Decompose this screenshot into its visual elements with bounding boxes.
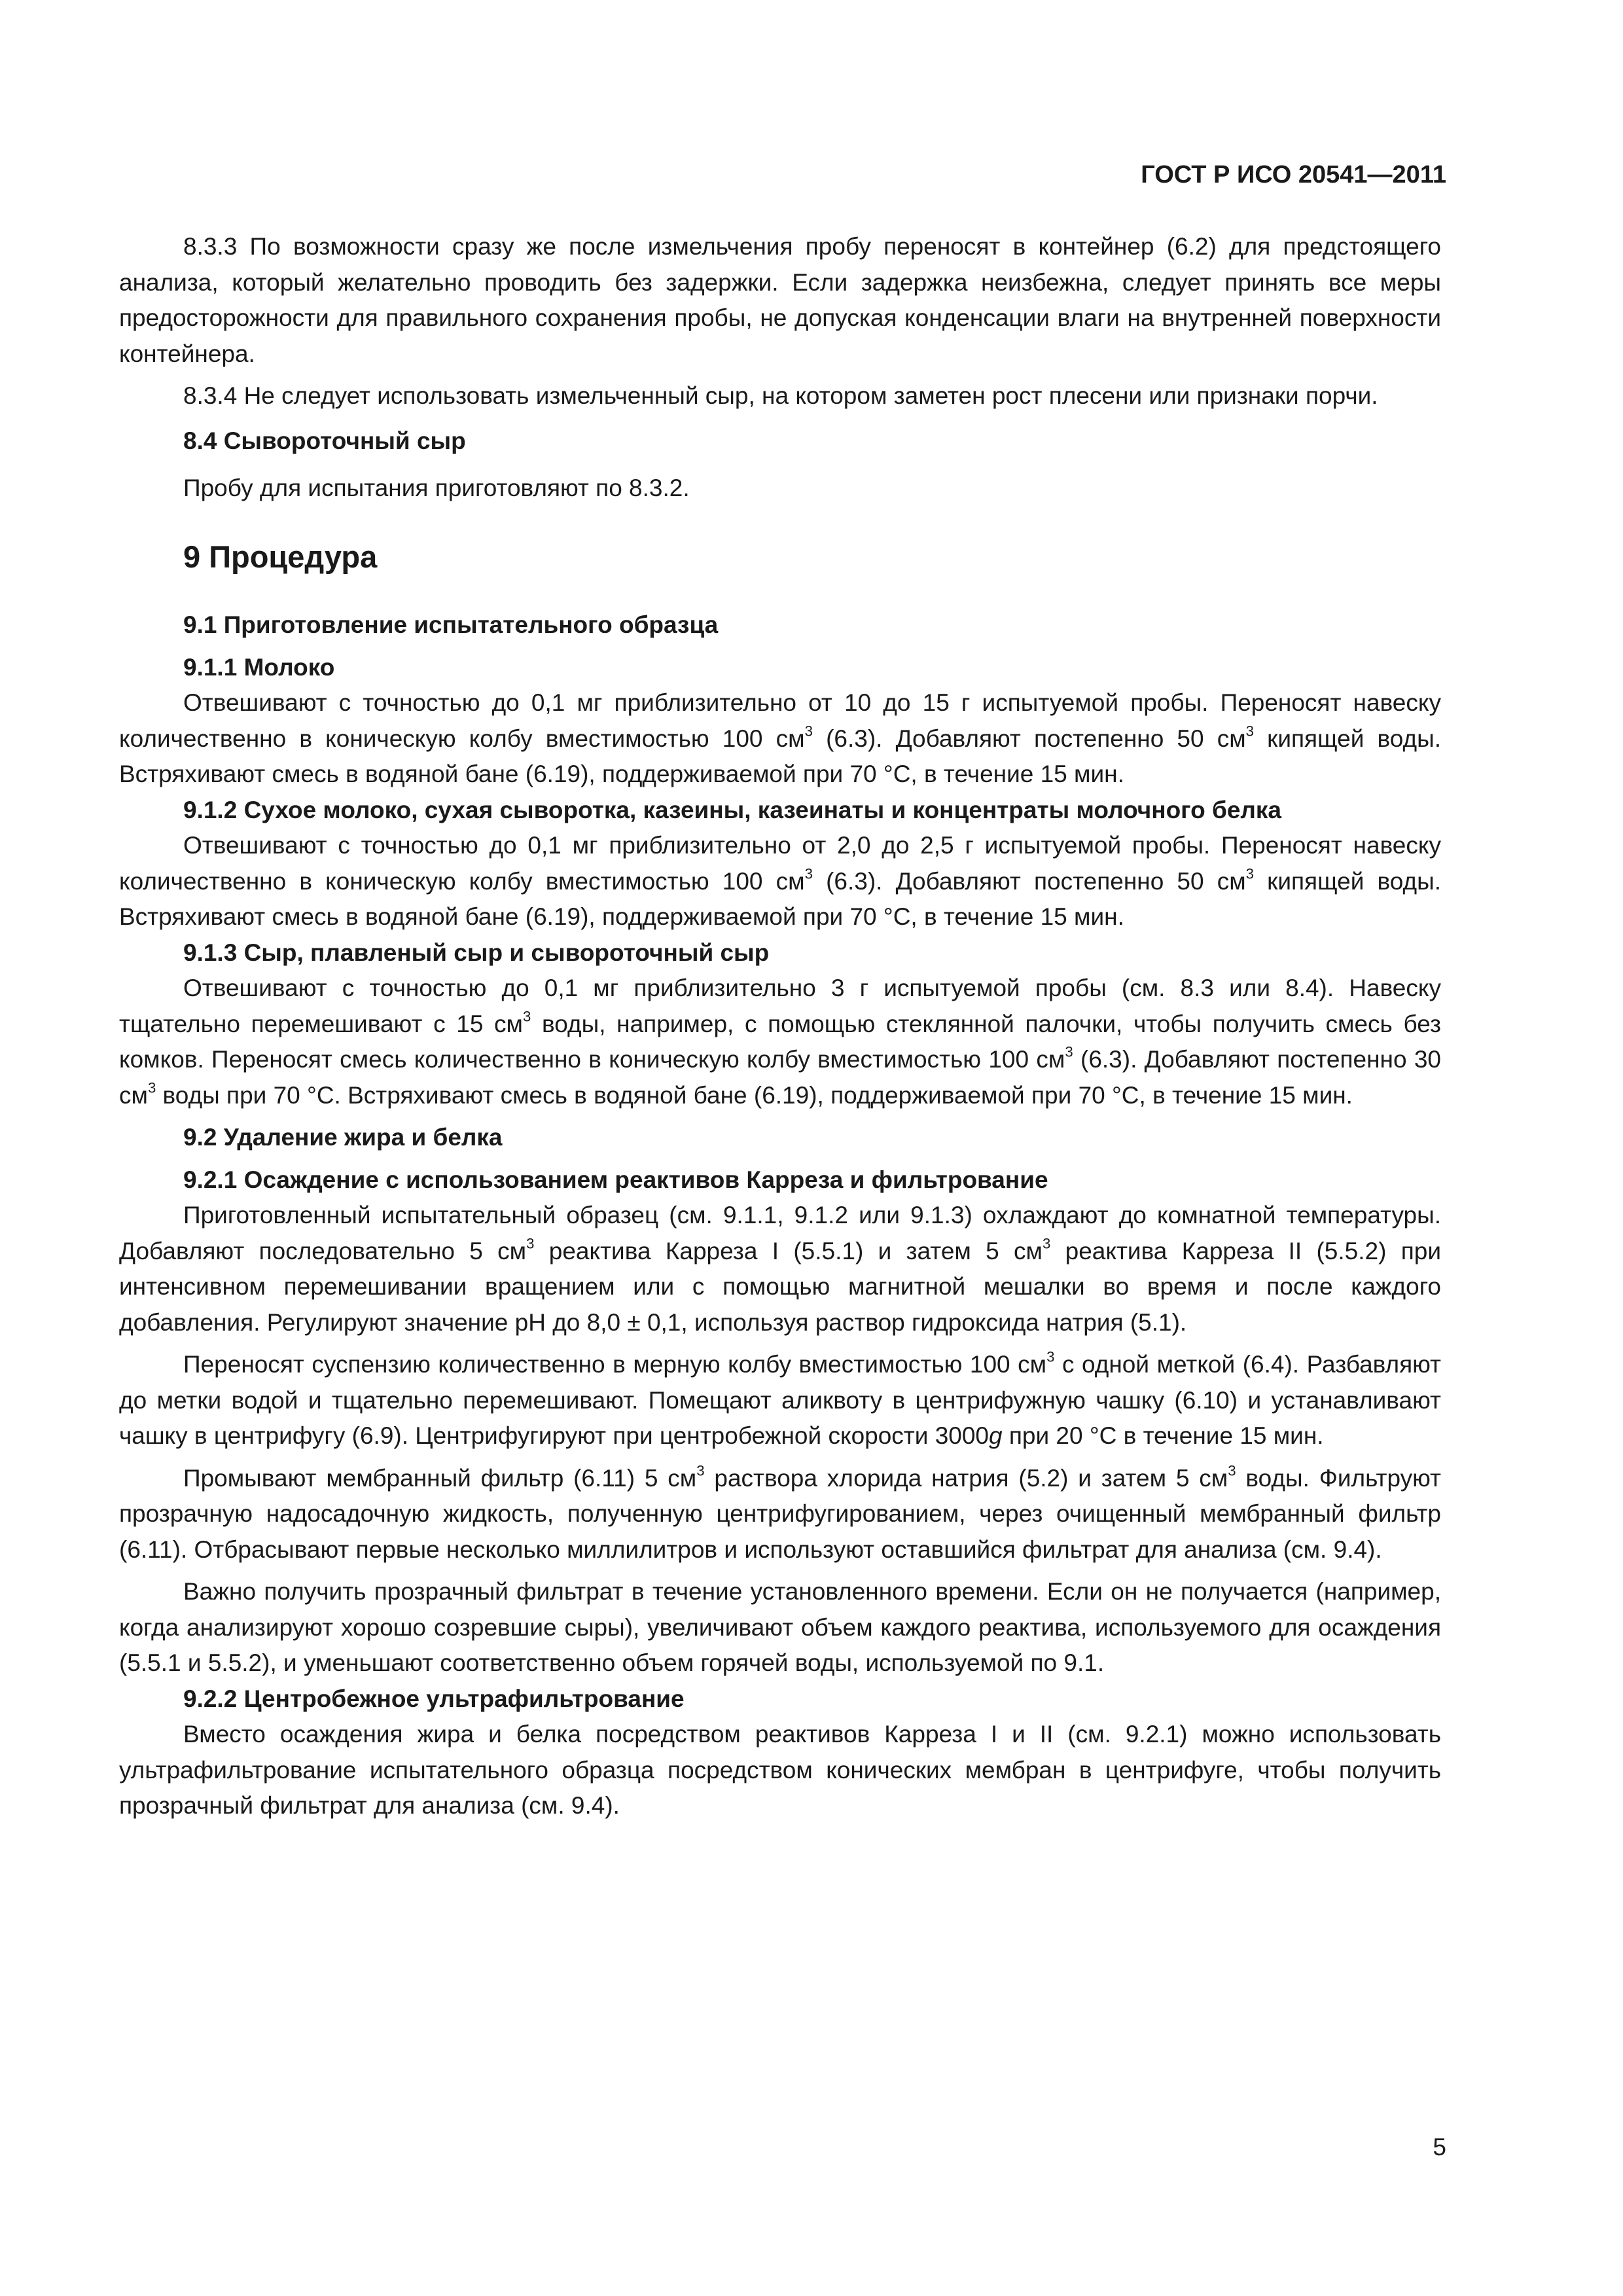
text-segment: воды. Фильтруют прозрачную надосадочную жидкость, полученную центрифугированием, через очищенный мембранный фильтр (6.11). Отбрасывают первые несколько миллилитров и используют оставшийся фильтрат для анализа (см. 9.4).: [119, 1464, 1441, 1563]
text-segment: Приготовленный испытательный образец (см. 9.1.1, 9.1.2 или 9.1.3) охлаждают до комнатной температуры. Добавляют последовательно 5 см: [119, 1202, 1441, 1265]
text-segment: кипящей воды. Встряхивают смесь в водяной бане (6.19), поддерживаемой при 70 °С, в течение 15 мин.: [119, 867, 1441, 930]
page-number: 5: [1433, 2134, 1446, 2161]
paragraph-9-1-3: [119, 971, 1441, 1113]
text-segment: раствора хлорида натрия (5.2) и затем 5 см: [704, 1464, 1228, 1492]
superscript: 3: [1042, 1234, 1051, 1251]
superscript: 3: [526, 1234, 535, 1251]
paragraph-9-1-2: [119, 828, 1441, 935]
text-segment: при 20 °С в течение 15 мин.: [1002, 1422, 1324, 1449]
text-segment: (6.3). Добавляют постепенно 50 см: [812, 867, 1246, 895]
superscript: 3: [804, 722, 813, 739]
document-header: ГОСТ Р ИСО 20541—2011: [1141, 161, 1446, 188]
text-segment: реактива Карреза I (5.5.1) и затем 5 см: [534, 1237, 1043, 1265]
text-segment: Промывают мембранный фильтр (6.11) 5 см: [183, 1464, 697, 1492]
text-segment: (6.3). Добавляют постепенно 30 см: [119, 1046, 1442, 1109]
heading-8-4: 8.4 Сывороточный сыр: [183, 427, 466, 454]
heading-9-2-2: 9.2.2 Центробежное ультрафильтрование: [183, 1685, 685, 1712]
text-segment: Отвешивают с точностью до 0,1 мг приблизительно 3 г испытуемой пробы (см. 8.3 или 8.4). Навеску тщательно перемешивают с 15 см: [119, 975, 1441, 1037]
superscript: 3: [1046, 1348, 1055, 1365]
text-segment: воды, например, с помощью стеклянной палочки, чтобы получить смесь без комков. Переносят смесь количественно в коническую колбу вместимостью 100 см: [119, 1010, 1441, 1073]
superscript: 3: [696, 1462, 705, 1479]
paragraph-9-2-1-b: [119, 1347, 1441, 1454]
italic-unit: g: [989, 1422, 1003, 1449]
superscript: 3: [147, 1079, 156, 1096]
paragraph-9-1-1: [119, 685, 1441, 793]
page-content: [119, 229, 1441, 1824]
superscript: 3: [523, 1007, 531, 1024]
superscript: 3: [1245, 722, 1255, 739]
text-segment: кипящей воды. Встряхивают смесь в водяной бане (6.19), поддерживаемой при 70 °С, в течение 15 мин.: [119, 725, 1441, 787]
paragraph-9-2-1-a: [119, 1198, 1441, 1340]
heading-9: 9 Процедура: [183, 539, 378, 574]
heading-9-2-1: 9.2.1 Осаждение с использованием реактивов Карреза и фильтрование: [183, 1166, 1048, 1193]
superscript: 3: [804, 865, 813, 882]
paragraph-9-2-1-d: Важно получить прозрачный фильтрат в течение установленного времени. Если он не получается (например, когда анализируют хорошо созревшие сыры), увеличивают объем каждого реактива, используемого для осаждения (5.5.1 и 5.5.2), и уменьшают соответственно объем горячей воды, используемой по 9.1.: [119, 1578, 1441, 1676]
text-segment: реактива Карреза II (5.5.2) при интенсивном перемешивании вращением или с помощью магнитной мешалки во время и после каждого добавления. Регулируют значение pH до 8,0 ± 0,1, используя раствор гидроксида натрия (5.1).: [119, 1237, 1441, 1336]
heading-9-1-1: 9.1.1 Молоко: [183, 653, 335, 681]
heading-9-1-2: 9.1.2 Сухое молоко, сухая сыворотка, казеины, казеинаты и концентраты молочного белка: [183, 796, 1282, 823]
heading-9-1: 9.1 Приготовление испытательного образца: [183, 611, 719, 638]
superscript: 3: [1065, 1043, 1073, 1060]
text-segment: Переносят суспензию количественно в мерную колбу вместимостью 100 см: [183, 1351, 1047, 1378]
text-segment: воды при 70 °С. Встряхивают смесь в водяной бане (6.19), поддерживаемой при 70 °С, в течение 15 мин.: [156, 1081, 1353, 1109]
paragraph-8-3-3: 8.3.3 По возможности сразу же после измельчения пробу переносят в контейнер (6.2) для предстоящего анализа, который желательно проводить без задержки. Если задержка неизбежна, следует принять все меры предосторожности для правильного сохранения пробы, не допуская конденсации влаги на внутренней поверхности контейнера.: [119, 233, 1441, 367]
superscript: 3: [1228, 1462, 1236, 1479]
paragraph-9-2-1-c: [119, 1461, 1441, 1568]
heading-9-2: 9.2 Удаление жира и белка: [183, 1124, 503, 1151]
superscript: 3: [1245, 865, 1255, 882]
text-segment: Отвешивают с точностью до 0,1 мг приблизительно от 2,0 до 2,5 г испытуемой пробы. Переносят навеску количественно в коническую колбу вместимостью 100 см: [119, 832, 1441, 895]
text-segment: Отвешивают с точностью до 0,1 мг приблизительно от 10 до 15 г испытуемой пробы. Переносят навеску количественно в коническую колбу вместимостью 100 см: [119, 689, 1441, 752]
text-segment: с одной меткой (6.4). Разбавляют до метки водой и тщательно перемешивают. Помещают аликвоту в центрифужную чашку (6.10) и устанавливают чашку в центрифугу (6.9). Центрифугируют при центробежной скорости 3000: [119, 1351, 1441, 1449]
paragraph-8-3-4: 8.3.4 Не следует использовать измельченный сыр, на котором заметен рост плесени или признаки порчи.: [183, 382, 1378, 409]
heading-9-1-3: 9.1.3 Сыр, плавленый сыр и сывороточный сыр: [183, 939, 770, 966]
paragraph-9-2-2: Вместо осаждения жира и белка посредством реактивов Карреза I и II (см. 9.2.1) можно использовать ультрафильтрование испытательного образца посредством конических мембран в центрифуге, чтобы получить прозрачный фильтрат для анализа (см. 9.4).: [119, 1721, 1441, 1819]
paragraph-8-4: Пробу для испытания приготовляют по 8.3.2.: [183, 475, 690, 501]
text-segment: (6.3). Добавляют постепенно 50 см: [812, 725, 1246, 752]
